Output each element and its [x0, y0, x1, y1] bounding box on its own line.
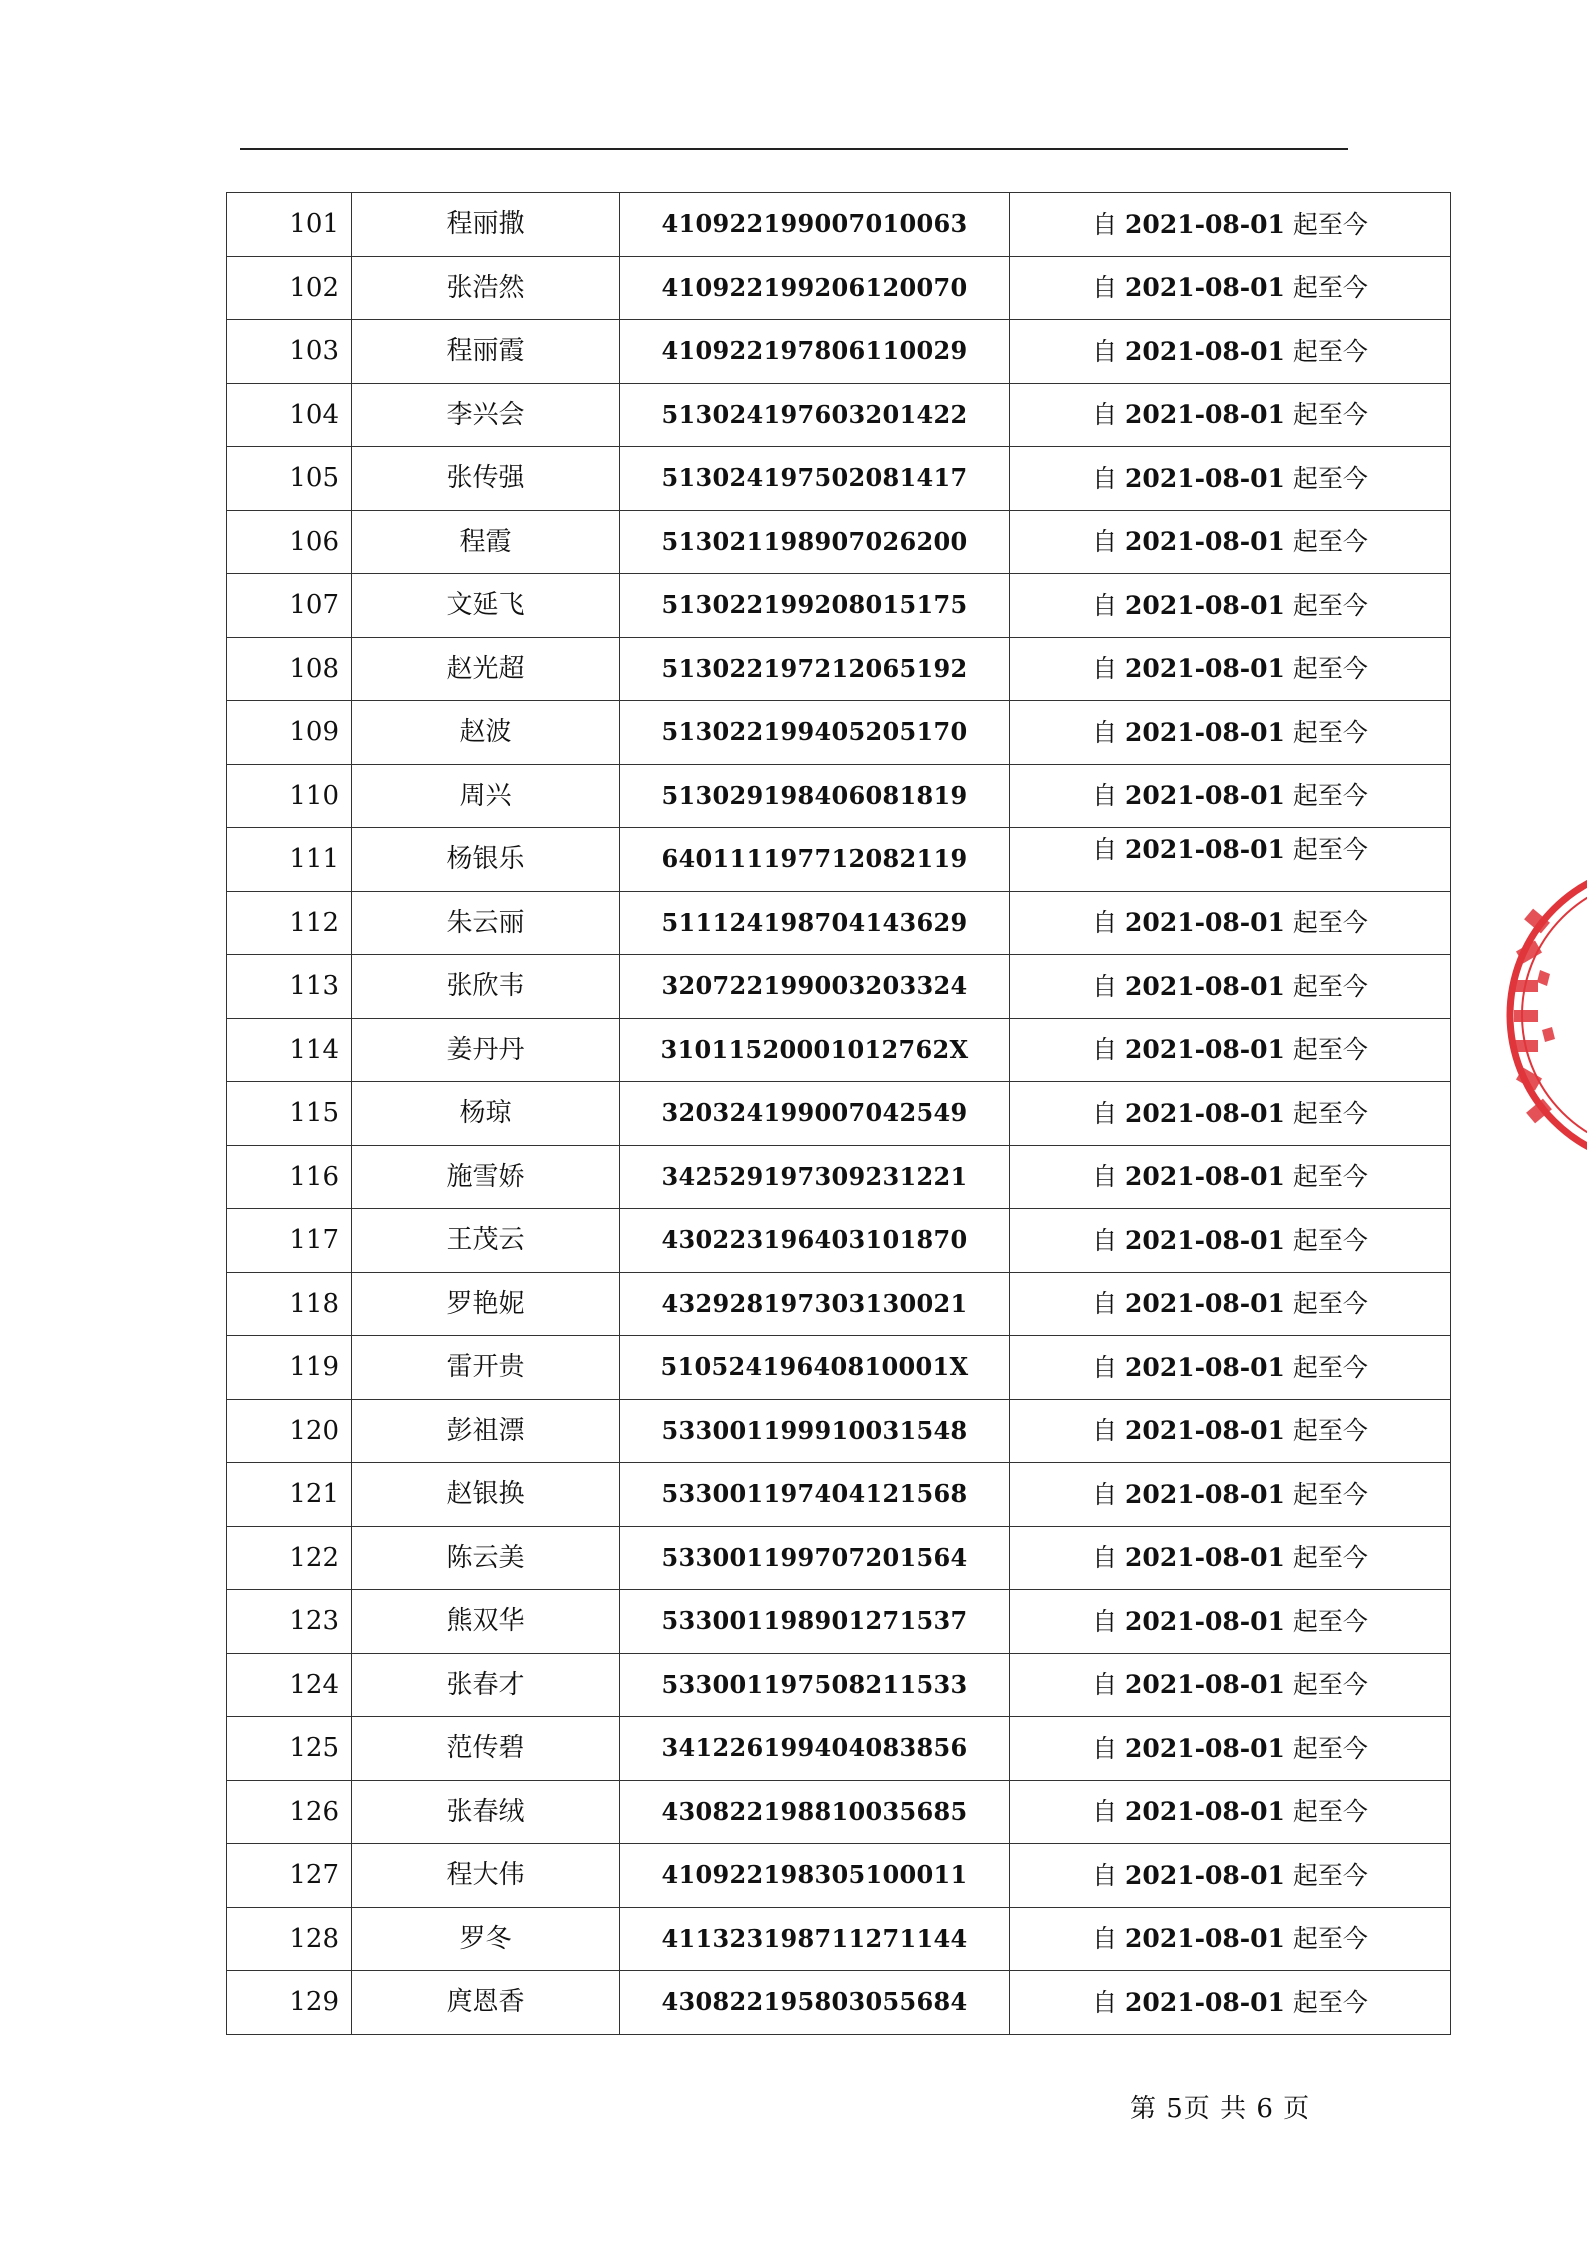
row-number-cell-text: 101 [289, 209, 339, 240]
id-number-cell [620, 764, 1010, 828]
period-cell-text: 自 2021-08-01 起至今 [1092, 336, 1368, 366]
id-number-cell [620, 1971, 1010, 2035]
row-number-cell-text: 127 [289, 1860, 339, 1891]
name-cell-text: 罗艳妮 [446, 1288, 525, 1319]
id-number-cell-text: 511124198704143629 [661, 907, 968, 937]
id-number-cell [620, 510, 1010, 574]
period-cell-text: 自 2021-08-01 起至今 [1092, 1606, 1368, 1636]
id-number-cell [620, 574, 1010, 638]
id-number-cell-text: 320722199003203324 [661, 971, 968, 1001]
name-cell [352, 1018, 620, 1082]
row-number-cell-text: 115 [289, 1098, 339, 1129]
id-number-cell [620, 1209, 1010, 1273]
row-number-cell-text: 120 [289, 1415, 339, 1446]
name-cell-text: 张春绒 [446, 1796, 525, 1827]
table-row [227, 701, 1451, 765]
id-number-cell-text: 513022197212065192 [661, 653, 968, 683]
name-cell-text: 杨琼 [459, 1098, 512, 1129]
name-cell [352, 637, 620, 701]
row-number-cell-text: 113 [289, 971, 339, 1002]
id-number-cell-text: 341226199404083856 [661, 1733, 968, 1763]
name-cell [352, 891, 620, 955]
id-number-cell-text: 342529197309231221 [661, 1161, 968, 1191]
period-cell [1010, 891, 1451, 955]
period-cell-text: 自 2021-08-01 起至今 [1092, 1987, 1368, 2017]
row-number-cell [227, 955, 352, 1019]
name-cell [352, 574, 620, 638]
period-cell-text: 自 2021-08-01 起至今 [1092, 781, 1368, 811]
id-number-cell [620, 701, 1010, 765]
name-cell-text: 张春才 [446, 1669, 525, 1700]
period-cell [1010, 1145, 1451, 1209]
table-row [227, 256, 1451, 320]
period-cell-text: 自 2021-08-01 起至今 [1092, 527, 1368, 557]
name-cell [352, 701, 620, 765]
row-number-cell-text: 111 [289, 844, 339, 875]
table-row [227, 1844, 1451, 1908]
row-number-cell [227, 1590, 352, 1654]
row-number-cell [227, 1526, 352, 1590]
row-number-cell-text: 119 [289, 1352, 339, 1383]
id-number-cell-text: 513024197603201422 [661, 399, 968, 429]
table-row [227, 1272, 1451, 1336]
row-number-cell [227, 764, 352, 828]
period-cell-text: 自 2021-08-01 起至今 [1092, 1225, 1368, 1255]
period-cell [1010, 1907, 1451, 1971]
id-number-cell-text: 640111197712082119 [661, 844, 968, 874]
table-row [227, 891, 1451, 955]
name-cell-text: 文延飞 [446, 590, 525, 621]
period-cell [1010, 1399, 1451, 1463]
table-row [227, 1526, 1451, 1590]
name-cell [352, 1590, 620, 1654]
id-number-cell-text: 513022199405205170 [661, 717, 968, 747]
table-row [227, 510, 1451, 574]
id-number-cell-text: 410922198305100011 [661, 1860, 968, 1890]
row-number-cell [227, 447, 352, 511]
period-cell-text: 自 2021-08-01 起至今 [1092, 1924, 1368, 1954]
row-number-cell-text: 105 [289, 463, 339, 494]
table-row [227, 764, 1451, 828]
row-number-cell-text: 104 [289, 399, 339, 430]
id-number-cell-text: 430822195803055684 [661, 1987, 968, 2017]
period-cell [1010, 1844, 1451, 1908]
name-cell-text: 熊双华 [446, 1606, 525, 1637]
row-number-cell [227, 1272, 352, 1336]
table-row [227, 383, 1451, 447]
name-cell-text: 周兴 [459, 780, 512, 811]
row-number-cell [227, 383, 352, 447]
header-rule [240, 148, 1348, 150]
name-cell-text: 彭祖漂 [446, 1415, 525, 1446]
table-row [227, 193, 1451, 257]
id-number-cell-text: 51052419640810001X [660, 1352, 969, 1382]
row-number-cell [227, 1336, 352, 1400]
period-cell-text: 自 2021-08-01 起至今 [1092, 654, 1368, 684]
row-number-cell [227, 510, 352, 574]
id-number-cell-text: 533001198901271537 [661, 1606, 968, 1636]
name-cell [352, 1526, 620, 1590]
id-number-cell-text: 533001199910031548 [661, 1415, 968, 1445]
period-cell-text: 自 2021-08-01 起至今 [1092, 1670, 1368, 1700]
period-cell [1010, 256, 1451, 320]
name-cell [352, 1717, 620, 1781]
id-number-cell-text: 410922197806110029 [661, 336, 968, 366]
period-cell-text: 自 2021-08-01 起至今 [1092, 209, 1368, 239]
period-cell-text: 自 2021-08-01 起至今 [1092, 1289, 1368, 1319]
name-cell [352, 1844, 620, 1908]
name-cell-text: 庹恩香 [446, 1987, 525, 2018]
table-row [227, 1336, 1451, 1400]
name-cell-text: 罗冬 [459, 1923, 512, 1954]
id-number-cell-text: 513021198907026200 [661, 526, 968, 556]
table-row [227, 1145, 1451, 1209]
name-cell [352, 764, 620, 828]
row-number-cell-text: 118 [289, 1288, 339, 1319]
name-cell [352, 828, 620, 892]
row-number-cell-text: 124 [289, 1669, 339, 1700]
period-cell [1010, 510, 1451, 574]
name-cell [352, 256, 620, 320]
period-cell [1010, 447, 1451, 511]
period-cell [1010, 1463, 1451, 1527]
period-cell-text: 自 2021-08-01 起至今 [1092, 971, 1368, 1001]
id-number-cell [620, 1780, 1010, 1844]
official-seal-stamp-icon [1500, 850, 1587, 1180]
row-number-cell [227, 1463, 352, 1527]
period-cell [1010, 828, 1451, 892]
name-cell [352, 1907, 620, 1971]
id-number-cell [620, 447, 1010, 511]
name-cell-text: 程霞 [459, 526, 512, 557]
name-cell [352, 510, 620, 574]
name-cell [352, 1082, 620, 1146]
id-number-cell [620, 1717, 1010, 1781]
name-cell-text: 张传强 [446, 463, 525, 494]
id-number-cell-text: 513022199208015175 [661, 590, 968, 620]
id-number-cell [620, 1526, 1010, 1590]
row-number-cell [227, 574, 352, 638]
period-cell-text: 自 2021-08-01 起至今 [1092, 1352, 1368, 1382]
period-cell-text: 自 2021-08-01 起至今 [1092, 1860, 1368, 1890]
id-number-cell [620, 256, 1010, 320]
period-cell [1010, 1526, 1451, 1590]
id-number-cell [620, 1145, 1010, 1209]
row-number-cell-text: 122 [289, 1542, 339, 1573]
name-cell [352, 1272, 620, 1336]
row-number-cell-text: 117 [289, 1225, 339, 1256]
id-number-cell [620, 1653, 1010, 1717]
row-number-cell [227, 701, 352, 765]
period-cell-text: 自 2021-08-01 起至今 [1092, 590, 1368, 620]
table-row [227, 1780, 1451, 1844]
name-cell [352, 1653, 620, 1717]
id-number-cell-text: 432928197303130021 [661, 1288, 968, 1318]
name-cell [352, 1780, 620, 1844]
id-number-cell-text: 31011520001012762X [660, 1034, 969, 1064]
name-cell-text: 陈云美 [446, 1542, 525, 1573]
id-number-cell [620, 1018, 1010, 1082]
table-row [227, 1209, 1451, 1273]
id-number-cell-text: 533001197508211533 [661, 1669, 968, 1699]
name-cell [352, 1463, 620, 1527]
period-cell [1010, 1336, 1451, 1400]
id-number-cell [620, 1590, 1010, 1654]
row-number-cell [227, 1844, 352, 1908]
row-number-cell [227, 1907, 352, 1971]
period-cell [1010, 1653, 1451, 1717]
roster-table-body [227, 193, 1451, 2035]
id-number-cell [620, 1463, 1010, 1527]
id-number-cell-text: 513029198406081819 [661, 780, 968, 810]
name-cell-text: 赵波 [459, 717, 512, 748]
id-number-cell [620, 1907, 1010, 1971]
table-row [227, 637, 1451, 701]
id-number-cell [620, 1082, 1010, 1146]
id-number-cell [620, 955, 1010, 1019]
table-row [227, 1463, 1451, 1527]
period-cell-text: 自 2021-08-01 起至今 [1092, 717, 1368, 747]
row-number-cell [227, 1780, 352, 1844]
id-number-cell-text: 430223196403101870 [661, 1225, 968, 1255]
period-cell [1010, 193, 1451, 257]
period-cell-text: 自 2021-08-01 起至今 [1092, 1543, 1368, 1573]
table-row [227, 828, 1451, 892]
name-cell [352, 447, 620, 511]
row-number-cell-text: 126 [289, 1796, 339, 1827]
row-number-cell-text: 128 [289, 1923, 339, 1954]
period-cell [1010, 955, 1451, 1019]
period-cell [1010, 1272, 1451, 1336]
row-number-cell [227, 256, 352, 320]
name-cell-text: 杨银乐 [446, 844, 525, 875]
name-cell-text: 李兴会 [446, 399, 525, 430]
name-cell-text: 雷开贵 [446, 1352, 525, 1383]
period-cell-text: 自 2021-08-01 起至今 [1092, 1416, 1368, 1446]
row-number-cell-text: 107 [289, 590, 339, 621]
period-cell-text: 自 2021-08-01 起至今 [1092, 273, 1368, 303]
id-number-cell-text: 411323198711271144 [661, 1923, 968, 1953]
row-number-cell-text: 106 [289, 526, 339, 557]
period-cell-text: 自 2021-08-01 起至今 [1092, 400, 1368, 430]
table-row [227, 1971, 1451, 2035]
roster-table [226, 192, 1451, 2035]
table-row [227, 1018, 1451, 1082]
name-cell-text: 程丽撒 [446, 209, 525, 240]
row-number-cell [227, 637, 352, 701]
id-number-cell-text: 410922199206120070 [661, 272, 968, 302]
table-row [227, 574, 1451, 638]
row-number-cell [227, 1145, 352, 1209]
row-number-cell-text: 103 [289, 336, 339, 367]
period-cell [1010, 764, 1451, 828]
name-cell [352, 1209, 620, 1273]
id-number-cell [620, 828, 1010, 892]
period-cell [1010, 1780, 1451, 1844]
id-number-cell [620, 637, 1010, 701]
period-cell-text: 自 2021-08-01 起至今 [1092, 834, 1368, 864]
row-number-cell [227, 1082, 352, 1146]
period-cell-text: 自 2021-08-01 起至今 [1092, 1733, 1368, 1763]
period-cell [1010, 1971, 1451, 2035]
name-cell [352, 1399, 620, 1463]
id-number-cell [620, 193, 1010, 257]
row-number-cell-text: 110 [289, 780, 339, 811]
name-cell-text: 姜丹丹 [446, 1034, 525, 1065]
name-cell-text: 朱云丽 [446, 907, 525, 938]
id-number-cell-text: 533001197404121568 [661, 1479, 968, 1509]
period-cell [1010, 320, 1451, 384]
period-cell [1010, 383, 1451, 447]
period-cell-text: 自 2021-08-01 起至今 [1092, 908, 1368, 938]
row-number-cell-text: 108 [289, 653, 339, 684]
name-cell [352, 1336, 620, 1400]
name-cell [352, 383, 620, 447]
table-row [227, 1907, 1451, 1971]
id-number-cell [620, 320, 1010, 384]
row-number-cell-text: 123 [289, 1606, 339, 1637]
name-cell-text: 程大伟 [446, 1860, 525, 1891]
row-number-cell [227, 1653, 352, 1717]
id-number-cell-text: 533001199707201564 [661, 1542, 968, 1572]
table-row [227, 1590, 1451, 1654]
table-row [227, 1399, 1451, 1463]
period-cell [1010, 701, 1451, 765]
row-number-cell [227, 193, 352, 257]
row-number-cell-text: 114 [289, 1034, 339, 1065]
name-cell [352, 955, 620, 1019]
name-cell-text: 施雪娇 [446, 1161, 525, 1192]
name-cell-text: 程丽霞 [446, 336, 525, 367]
period-cell [1010, 1590, 1451, 1654]
id-number-cell [620, 891, 1010, 955]
row-number-cell [227, 1018, 352, 1082]
row-number-cell [227, 320, 352, 384]
name-cell-text: 王茂云 [446, 1225, 525, 1256]
name-cell [352, 193, 620, 257]
row-number-cell-text: 112 [289, 907, 339, 938]
period-cell-text: 自 2021-08-01 起至今 [1092, 463, 1368, 493]
period-cell-text: 自 2021-08-01 起至今 [1092, 1162, 1368, 1192]
table-row [227, 447, 1451, 511]
period-cell [1010, 637, 1451, 701]
name-cell-text: 赵银换 [446, 1479, 525, 1510]
table-row [227, 1082, 1451, 1146]
row-number-cell [227, 1399, 352, 1463]
period-cell [1010, 1018, 1451, 1082]
name-cell-text: 张浩然 [446, 272, 525, 303]
row-number-cell [227, 1209, 352, 1273]
name-cell [352, 320, 620, 384]
row-number-cell-text: 125 [289, 1733, 339, 1764]
row-number-cell-text: 129 [289, 1987, 339, 2018]
name-cell-text: 张欣韦 [446, 971, 525, 1002]
table-row [227, 955, 1451, 1019]
row-number-cell-text: 116 [289, 1161, 339, 1192]
table-row [227, 1653, 1451, 1717]
id-number-cell [620, 1844, 1010, 1908]
row-number-cell [227, 828, 352, 892]
row-number-cell-text: 121 [289, 1479, 339, 1510]
id-number-cell-text: 513024197502081417 [661, 463, 968, 493]
id-number-cell-text: 430822198810035685 [661, 1796, 968, 1826]
period-cell [1010, 1209, 1451, 1273]
period-cell-text: 自 2021-08-01 起至今 [1092, 1098, 1368, 1128]
table-row [227, 1717, 1451, 1781]
name-cell [352, 1971, 620, 2035]
row-number-cell [227, 1717, 352, 1781]
table-row [227, 320, 1451, 384]
period-cell [1010, 1082, 1451, 1146]
period-cell-text: 自 2021-08-01 起至今 [1092, 1479, 1368, 1509]
page-number-footer: 第 5页 共 6 页 [1130, 2094, 1311, 2124]
name-cell-text: 赵光超 [446, 653, 525, 684]
period-cell [1010, 1717, 1451, 1781]
id-number-cell [620, 383, 1010, 447]
row-number-cell [227, 1971, 352, 2035]
id-number-cell-text: 320324199007042549 [661, 1098, 968, 1128]
row-number-cell-text: 102 [289, 272, 339, 303]
row-number-cell-text: 109 [289, 717, 339, 748]
period-cell-text: 自 2021-08-01 起至今 [1092, 1797, 1368, 1827]
name-cell [352, 1145, 620, 1209]
name-cell-text: 范传碧 [446, 1733, 525, 1764]
id-number-cell [620, 1399, 1010, 1463]
id-number-cell-text: 410922199007010063 [661, 209, 968, 239]
id-number-cell [620, 1336, 1010, 1400]
id-number-cell [620, 1272, 1010, 1336]
period-cell [1010, 574, 1451, 638]
period-cell-text: 自 2021-08-01 起至今 [1092, 1035, 1368, 1065]
row-number-cell [227, 891, 352, 955]
